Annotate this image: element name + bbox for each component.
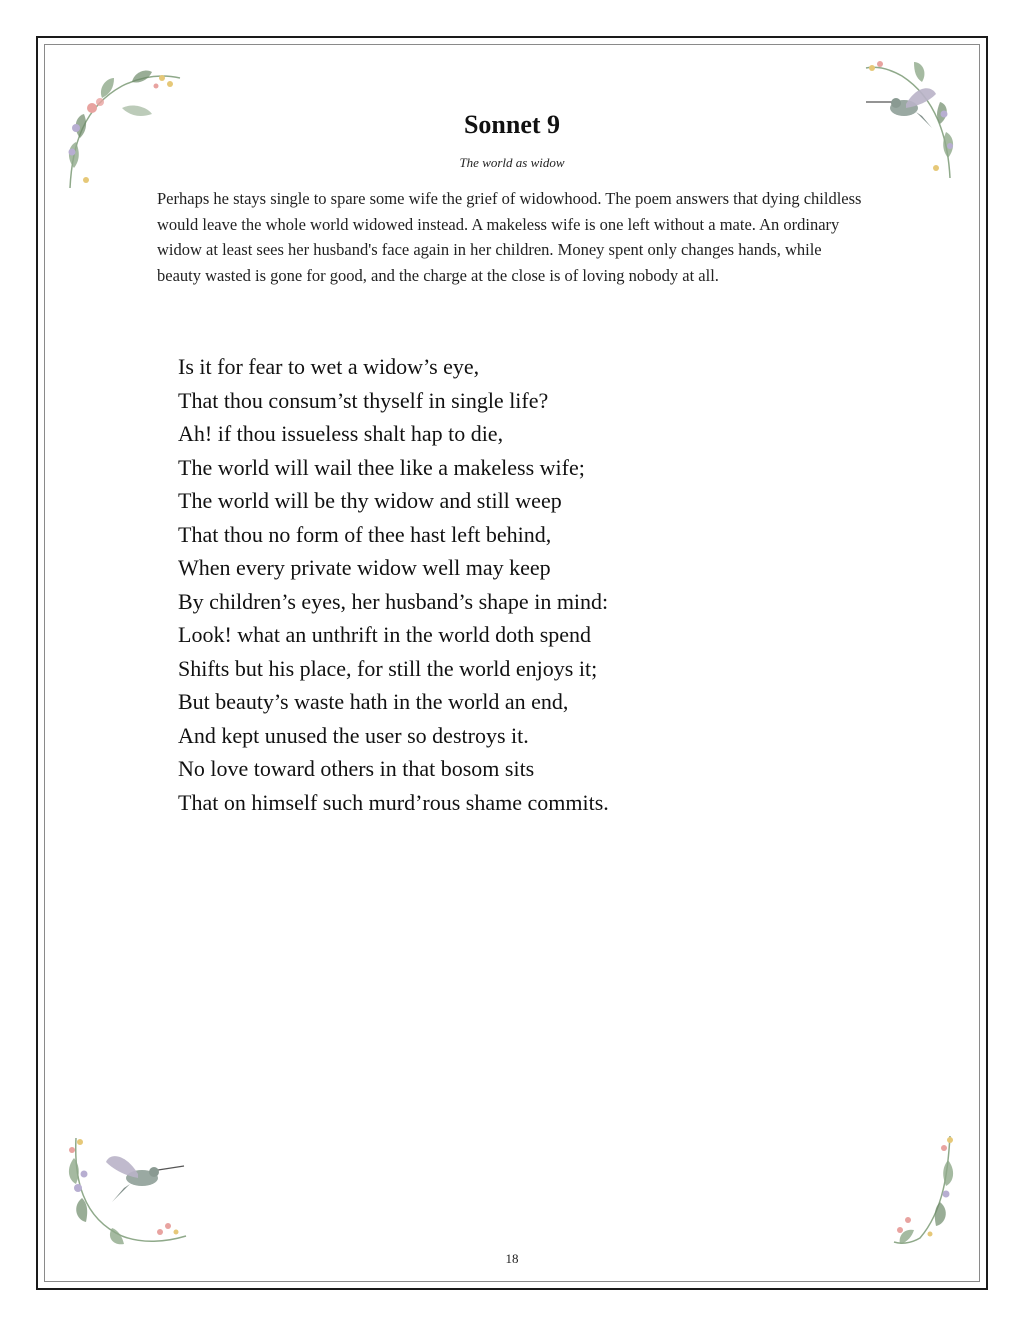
poem-line: The world will wail thee like a makeless wife;: [178, 454, 585, 480]
poem-body: [178, 350, 609, 819]
hummingbird-floral-corner-icon: [62, 1128, 192, 1248]
poem-line: And kept unused the user so destroys it.: [178, 722, 529, 748]
poem-line: That thou no form of thee hast left behind,: [178, 521, 552, 547]
poem-line: When every private widow well may keep: [178, 555, 551, 580]
page-number: 18: [505, 1251, 519, 1266]
poem-line: No love toward others in that bosom sits: [178, 756, 535, 781]
poem-line: The world will be thy widow and still weep: [178, 488, 562, 513]
page-subtitle: The world as widow: [459, 155, 565, 170]
poem-line: Look! what an unthrift in the world doth spend: [178, 622, 592, 647]
poem-line: Is it for fear to wet a widow’s eye,: [178, 354, 480, 379]
poem-line: But beauty’s waste hath in the world an end,: [178, 689, 569, 714]
floral-corner-icon: [890, 1130, 960, 1248]
poem-line: Ah! if thou issueless shalt hap to die,: [178, 421, 504, 446]
summary-paragraph: Perhaps he stays single to spare some wife the grief of widowhood. The poem answers that dying childless would leave the whole world widowed instead. A makeless wife is one left without a mate. An ordinary widow at least sees her husband's face again in her children. Money spent only changes hands, while beauty wasted is gone for good, and the charge at the close is of loving nobody at all.: [157, 189, 862, 285]
page-title: Sonnet 9: [463, 110, 561, 139]
poem-line: That on himself such murd’rous shame commits.: [178, 789, 609, 815]
poem-line: That thou consum’st thyself in single life?: [178, 387, 549, 413]
poem-line: By children’s eyes, her husband’s shape in mind:: [178, 588, 609, 614]
poem-line: Shifts but his place, for still the world enjoys it;: [178, 655, 598, 681]
